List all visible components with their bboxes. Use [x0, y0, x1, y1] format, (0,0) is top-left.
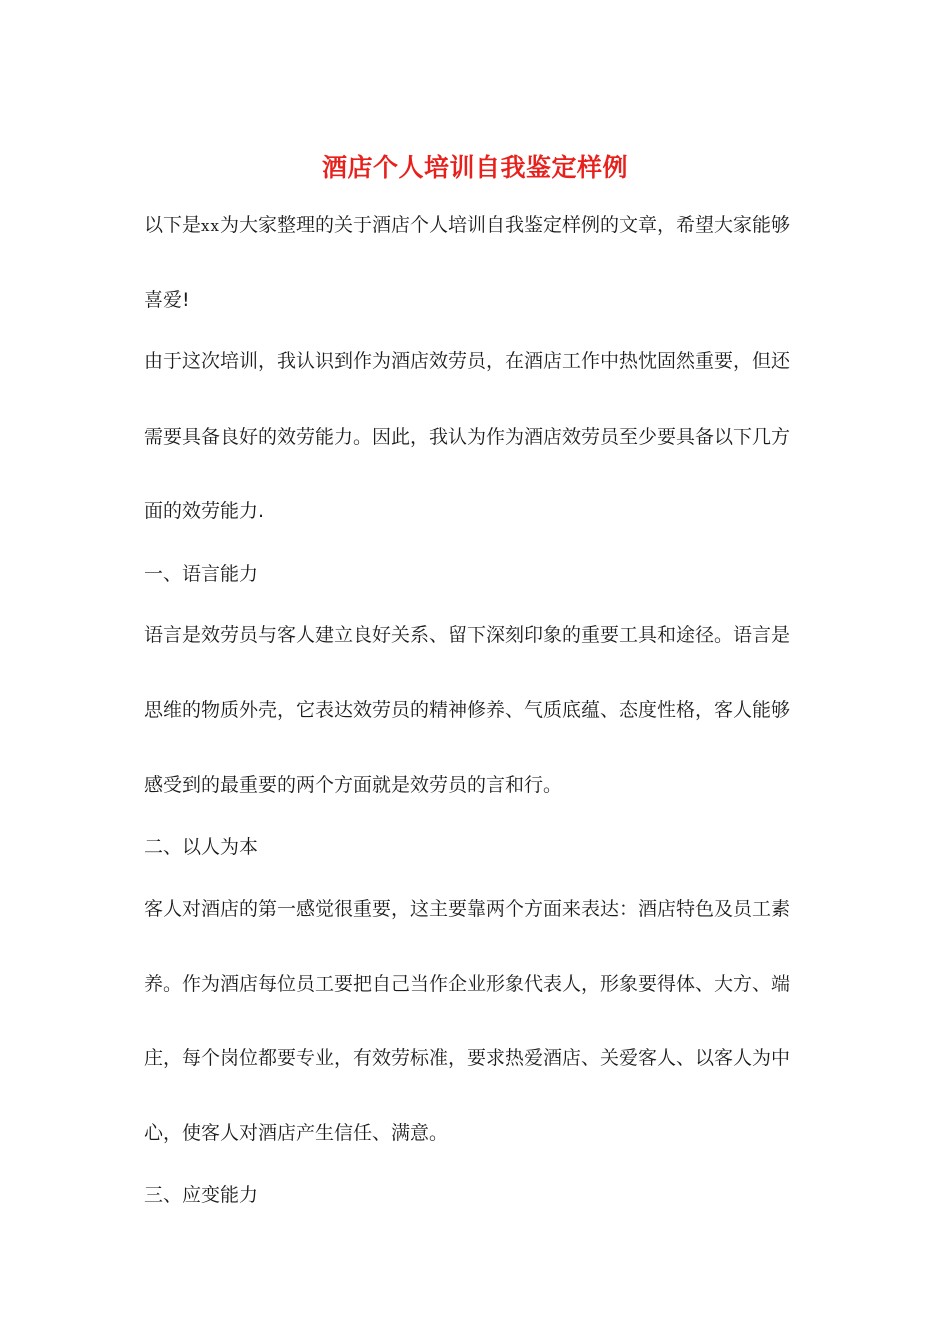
section1-line-2: 思维的物质外壳，它表达效劳员的精神修养、气质底蕴、态度性格，客人能够 — [144, 699, 791, 721]
paragraph1-line-1: 由于这次培训，我认识到作为酒店效劳员，在酒店工作中热忱固然重要，但还 — [144, 350, 791, 372]
section1-line-3: 感受到的最重要的两个方面就是效劳员的言和行。 — [144, 774, 563, 796]
section1-heading: 一、语言能力 — [144, 563, 259, 585]
section2-line-3: 庄，每个岗位都要专业，有效劳标准，要求热爱酒店、关爱客人、以客人为中 — [144, 1047, 791, 1069]
intro-text-before: 以下是 — [144, 214, 202, 236]
intro-placeholder: xx — [201, 217, 220, 235]
document-title: 酒店个人培训自我鉴定样例 — [321, 153, 628, 182]
paragraph1-line-2: 需要具备良好的效劳能力。因此，我认为作为酒店效劳员至少要具备以下几方 — [144, 426, 791, 448]
section2-heading: 二、以人为本 — [144, 836, 259, 858]
section2-line-1: 客人对酒店的第一感觉很重要，这主要靠两个方面来表达：酒店特色及员工素 — [144, 898, 791, 920]
section2-line-2: 养。作为酒店每位员工要把自己当作企业形象代表人，形象要得体、大方、端 — [144, 973, 791, 995]
section1-line-1: 语言是效劳员与客人建立良好关系、留下深刻印象的重要工具和途径。语言是 — [144, 624, 791, 646]
paragraph1-line-3: 面的效劳能力. — [144, 500, 265, 522]
intro-text-after: 为大家整理的关于酒店个人培训自我鉴定样例的文章，希望大家能够 — [219, 214, 790, 236]
section2-line-4: 心，使客人对酒店产生信任、满意。 — [144, 1122, 449, 1144]
section3-heading: 三、应变能力 — [144, 1184, 259, 1206]
intro-line-1 — [144, 211, 824, 240]
intro-line-2: 喜爱! — [144, 289, 190, 311]
